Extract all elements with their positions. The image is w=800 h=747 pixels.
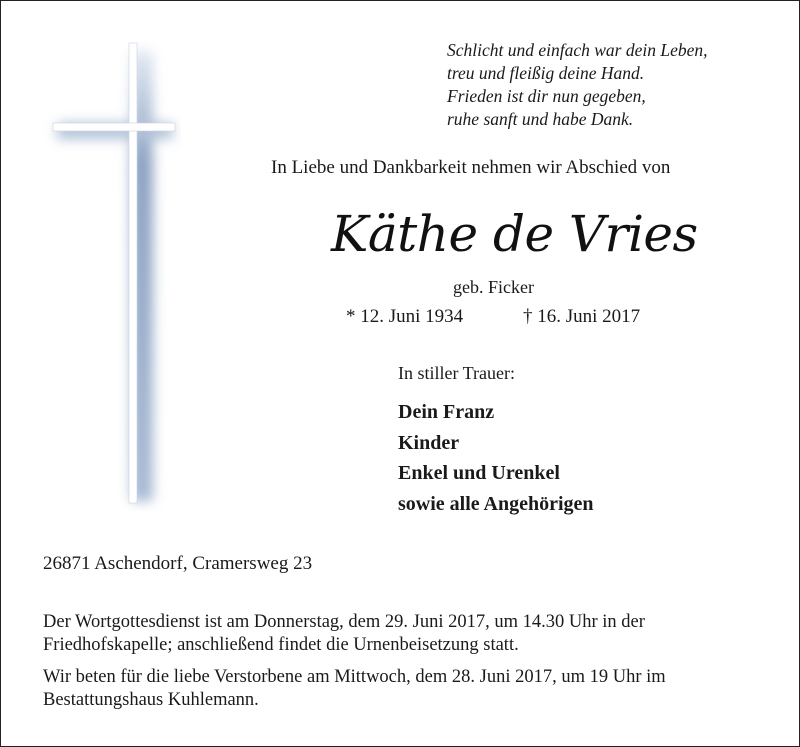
poem-line: treu und fleißig deine Hand. <box>447 63 645 83</box>
farewell-intro: In Liebe und Dankbarkeit nehmen wir Abschied von <box>271 157 671 178</box>
prayer-notice: Wir beten für die liebe Verstorbene am Mittwoch, dem 28. Juni 2017, um 19 Uhr im Bestattungshaus Kuhlemann. <box>43 667 666 710</box>
mourner: Dein Franz <box>398 401 495 423</box>
mourner: Kinder <box>398 431 460 454</box>
deceased-name: Käthe de Vries <box>331 205 698 263</box>
death-date: † 16. Juni 2017 <box>523 306 641 327</box>
mourning-intro: In stiller Trauer: <box>398 363 515 383</box>
poem <box>447 39 708 131</box>
cross-icon <box>41 31 181 511</box>
address: 26871 Aschendorf, Cramersweg 23 <box>43 553 313 574</box>
mourner: sowie alle Angehörigen <box>398 492 594 515</box>
poem-line: Schlicht und einfach war dein Leben, <box>447 40 708 60</box>
mourners-list <box>398 397 594 519</box>
birth-date: * 12. Juni 1934 <box>346 306 464 327</box>
service-notice: Der Wortgottesdienst ist am Donnerstag, dem 29. Juni 2017, um 14.30 Uhr in der Friedhofskapelle; anschließend findet die Urnenbeisetzung statt. <box>43 612 645 655</box>
mourner: Enkel und Urenkel <box>398 462 560 484</box>
poem-line: ruhe sanft und habe Dank. <box>447 109 634 129</box>
poem-line: Frieden ist dir nun gegeben, <box>447 86 646 106</box>
maiden-name: geb. Ficker <box>453 277 534 297</box>
